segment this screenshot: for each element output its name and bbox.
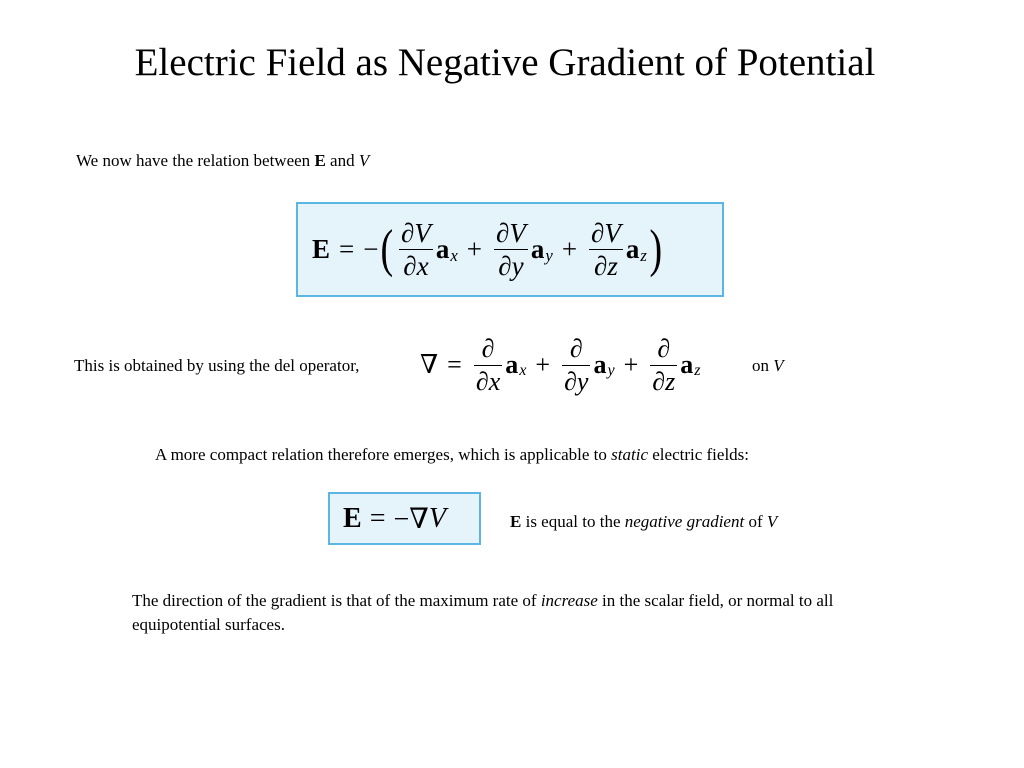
eq1-equals: = [339,234,355,264]
negative-gradient-equation-box [328,492,481,545]
partial-symbol: ∂ [652,366,666,396]
intro-and: and [325,151,359,170]
eq2-V: V [428,502,446,534]
compact-relation-text [155,444,749,466]
symbol-V: V [766,512,778,531]
increase-word: increase [540,591,598,610]
intro-lead: We now have the relation between [76,151,315,170]
del-equals: = [447,350,462,379]
fraction-dv-dz [589,219,623,281]
negative-gradient-equation [330,494,479,543]
note-of: of [744,512,767,531]
intro-text [76,150,369,172]
unit-vector-a: a [435,234,450,264]
fraction-dv-dy [494,219,528,281]
on-label: on [752,356,774,375]
unit-vector-a: a [593,350,607,379]
eq1-left-paren: ( [380,220,394,279]
eq1-minus: − [363,234,379,264]
compact-tail: electric fields: [648,445,750,464]
del-plus: + [623,350,639,379]
del-operator-text: This is obtained by using the del operator, [74,356,360,375]
gradient-direction-paragraph [132,589,922,637]
partial-symbol: ∂ [475,366,489,396]
subscript-z: z [694,362,701,380]
subscript-x: x [450,245,458,265]
symbol-V: V [358,151,370,170]
unit-vector-a: a [530,234,545,264]
unit-vector-a: a [505,350,519,379]
negative-gradient-note [510,511,777,533]
eq2-minus-nabla: −∇ [393,503,429,535]
var-y: y [511,251,524,281]
partial-symbol: ∂ [496,217,510,248]
partial-symbol: ∂ [481,334,495,364]
unit-vector-a: a [625,234,640,264]
partial-symbol: ∂ [564,366,577,396]
partial-symbol: ∂ [657,334,671,364]
on-V-text [752,355,784,377]
partial-symbol: ∂ [498,251,512,281]
static-word: static [611,445,648,464]
partial-symbol: ∂ [594,251,608,281]
partial-symbol: ∂ [401,217,415,248]
compact-lead: A more compact relation therefore emerges, which is applicable to [155,445,612,464]
direction-tail: in the scalar field, or normal to all equipotential surfaces. [132,591,834,634]
partial-symbol: ∂ [403,251,417,281]
eq1-plus: + [466,234,483,264]
symbol-V: V [773,356,784,375]
partial-symbol: ∂ [569,334,583,364]
partial-symbol: ∂ [591,217,605,248]
subscript-x: x [519,362,527,380]
var-x: x [488,366,501,396]
var-V: V [414,217,431,248]
symbol-E: E [510,512,522,531]
symbol-E: E [314,151,326,170]
direction-lead: The direction of the gradient is that of the maximum rate of [132,591,541,610]
var-y: y [576,366,589,396]
fraction-d-dy [562,335,590,395]
var-z: z [665,366,676,396]
eq1-right-paren: ) [649,220,662,279]
del-plus: + [535,350,551,379]
negative-gradient-phrase: negative gradient [624,512,745,531]
subscript-y: y [607,362,615,380]
var-V: V [509,217,526,248]
gradient-equation [298,204,722,295]
subscript-y: y [545,245,553,265]
gradient-equation-box [296,202,724,297]
slide-title: Electric Field as Negative Gradient of Potential [134,41,876,84]
fraction-d-dz [650,335,677,395]
var-z: z [607,251,618,281]
var-V: V [604,217,621,248]
eq1-lhs: E [312,234,331,264]
unit-vector-a: a [680,350,694,379]
subscript-z: z [640,245,647,265]
eq2-E: E [343,502,362,534]
eq1-plus: + [561,234,578,264]
fraction-dv-dx [399,219,433,281]
nabla-symbol: ∇ [420,350,439,379]
fraction-d-dx [474,335,502,395]
eq2-equals: = [369,502,386,534]
var-x: x [416,251,429,281]
note-text: is equal to the [521,512,625,531]
del-operator-equation [420,330,701,400]
